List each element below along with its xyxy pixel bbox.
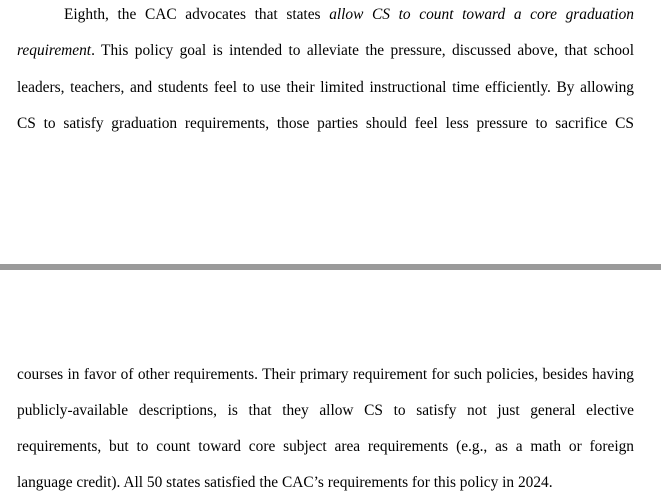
paragraph-line-7: requirements, but to count toward core subject area requirements (e.g., as a math or foreign (17, 438, 634, 455)
paragraph-line-6: publicly-available descriptions, is that they allow CS to satisfy not just general elective (17, 402, 634, 419)
paragraph-line-4: CS to satisfy graduation requirements, those parties should feel less pressure to sacrifice CS (17, 115, 634, 132)
paragraph-line-8: language credit). All 50 states satisfied the CAC’s requirements for this policy in 2024. (17, 474, 553, 491)
page-bottom (0, 270, 661, 498)
italic-policy-phrase: allow CS to count toward a core graduation (329, 6, 634, 23)
paragraph-line-5: courses in favor of other requirements. Their primary requirement for such policies, besides having (17, 366, 634, 383)
italic-policy-phrase-end: requirement (17, 42, 92, 59)
paragraph-line-1: Eighth, the CAC advocates that states allow CS to count toward a core graduation (64, 6, 634, 23)
paragraph-line-2: requirement. This policy goal is intended to alleviate the pressure, discussed above, that school (17, 42, 634, 59)
paragraph-line-3: leaders, teachers, and students feel to use their limited instructional time efficiently. By allowing (17, 79, 634, 96)
